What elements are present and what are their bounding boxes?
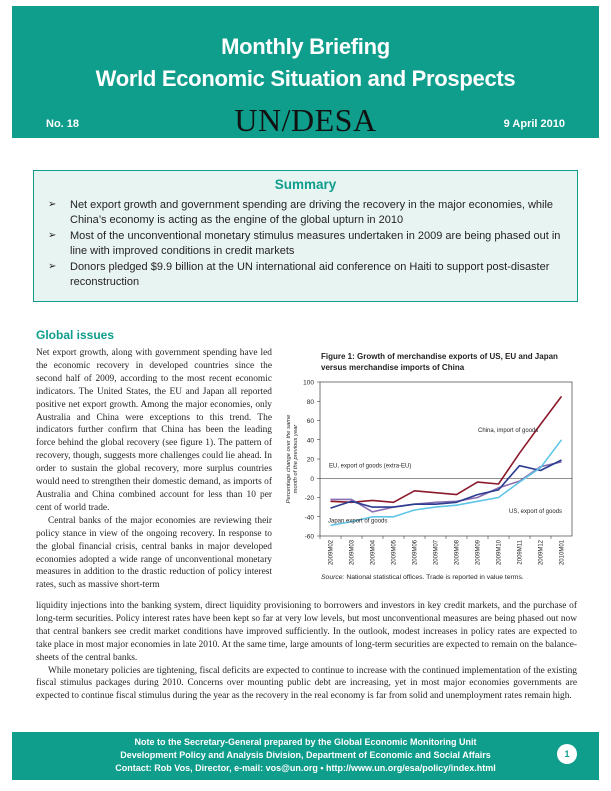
- arrow-bullet-icon: ➢: [48, 230, 57, 241]
- summary-bullet: ➢ Net export growth and government spending are driving the recovery in the major economies, while China’s economy is acting as the engine of the global upturn in 2010: [48, 199, 554, 226]
- line-chart: [280, 374, 580, 574]
- arrow-bullet-icon: ➢: [48, 261, 57, 272]
- paragraph: Net export growth, along with government spending have led the economic recovery in developed countries since the second half of 2009, according to the most recent economic indicators. The United States, the EU and Japan all reported positive net export growth. Among the major economies, only Australia and China were exceptions to this trend. The indicators further confirm that China has been the leading force behind the global recovery (see figure 1). The pattern of recovery, though, suggests more challenges could lie ahead. In order to sustain the global recovery, more surplus countries would need to strengthen their domestic demand, as imports of Australia and China combined account for less than 10 per cent of world trade.: [36, 348, 272, 513]
- x-tick-label: 2009M05: [391, 540, 398, 566]
- y-tick-label: 100: [303, 379, 314, 387]
- x-tick-label: 2009M09: [475, 540, 482, 566]
- header-banner: [12, 6, 599, 138]
- y-axis-label: Percentage change over the samemonth of the previous year: [286, 414, 299, 504]
- arrow-bullet-icon: ➢: [48, 199, 57, 210]
- summary-title: Summary: [274, 177, 337, 192]
- page-number: 1: [557, 744, 577, 764]
- x-tick-label: 2009M04: [370, 540, 377, 566]
- y-tick-label: 20: [306, 456, 314, 464]
- x-tick-label: 2009M12: [538, 540, 545, 566]
- issue-date: 9 April 2010: [503, 118, 565, 130]
- x-tick-label: 2009M11: [517, 540, 524, 565]
- body-full-width: [36, 600, 577, 703]
- y-tick-label: 80: [306, 398, 314, 406]
- footer-contact[interactable]: Contact: Rob Vos, Director, e-mail: vos@un.org • http://www.un.org/esa/policy/index.html: [115, 763, 496, 773]
- summary-bullet: ➢ Most of the unconventional monetary stimulus measures undertaken in 2009 are being phased out in line with improved conditions in credit markets: [48, 230, 561, 257]
- y-tick-label: -20: [304, 495, 314, 502]
- summary-list: [48, 198, 568, 291]
- summary-bullet: ➢ Donors pledged $9.9 billion at the UN international aid conference on Haiti to support post-disaster reconstruction: [48, 261, 550, 288]
- footer-division: Development Policy and Analysis Division, Department of Economic and Social Affairs: [120, 750, 491, 760]
- figure-title: Figure 1: Growth of merchandise exports of US, EU and Japan versus merchandise imports of China: [321, 352, 558, 372]
- x-tick-label: 2009M03: [349, 540, 356, 566]
- x-tick-label: 2009M10: [496, 540, 503, 566]
- org-name: UN/DESA: [234, 102, 377, 138]
- x-tick-label: 2009M06: [412, 540, 419, 566]
- x-tick-label: 2009M08: [454, 540, 461, 566]
- series-annotation: US, export of goods: [509, 508, 563, 515]
- series-annotation: China, import of goods: [478, 428, 539, 435]
- series-annotation: Japan export of goods: [328, 518, 388, 525]
- paragraph: Central banks of the major economies are reviewing their policy stance in view of the ongoing recovery. In response to the global financial crisis, central banks in major developed economies adopted a wide range of unconventional monetary measures in addition to the drastic reduction of policy interest rates, such as massive short-term: [36, 515, 272, 591]
- figure-source: Source: National statistical offices. Trade is reported in value terms.: [321, 574, 524, 581]
- series-annotation: EU, export of goods (extra-EU): [329, 463, 412, 470]
- footer-banner: [12, 732, 599, 780]
- paragraph: liquidity injections into the banking system, direct liquidity provisioning to borrowers and investors in key credit markets, and the purchase of long-term securities. Policy interest rates have been kept so far at very low levels, but most unconventional measures are being phased out now that central bankers see credit market conditions have improved sufficiently. In the outlook, modest increases in policy rates are expected to take place in most major economies in late 2010. At the same time, large amounts of long-term securities are expected to remain on the balance-sheets of the central banks.: [36, 601, 577, 663]
- y-tick-label: 40: [306, 437, 314, 445]
- series-line: [331, 396, 562, 502]
- y-tick-label: 0: [310, 475, 314, 483]
- footer-note: Note to the Secretary-General prepared by the Global Economic Monitoring Unit: [134, 737, 477, 747]
- briefing-subtitle: World Economic Situation and Prospects: [95, 66, 516, 91]
- section-heading: Global issues: [36, 328, 115, 342]
- issue-number: No. 18: [46, 118, 80, 130]
- briefing-title: Monthly Briefing: [221, 34, 390, 59]
- summary-box: [33, 170, 578, 302]
- body-column: [36, 347, 272, 592]
- y-tick-label: -60: [304, 533, 314, 541]
- x-tick-label: 2009M02: [328, 540, 335, 566]
- x-tick-label: 2009M07: [433, 540, 440, 566]
- paragraph: While monetary policies are tightening, fiscal deficits are expected to continue to increase with the continued implementation of the existing fiscal stimulus packages during 2010. Concerns over mounting public debt are increasing, yet in most major economies governments are expected to continue fiscal stimulus during the year as the recovery in the real economy is far from solid and unemployment rates remain high.: [36, 665, 577, 702]
- y-tick-label: -40: [304, 514, 314, 522]
- x-tick-label: 2010M01: [559, 540, 566, 566]
- y-tick-label: 60: [306, 418, 314, 425]
